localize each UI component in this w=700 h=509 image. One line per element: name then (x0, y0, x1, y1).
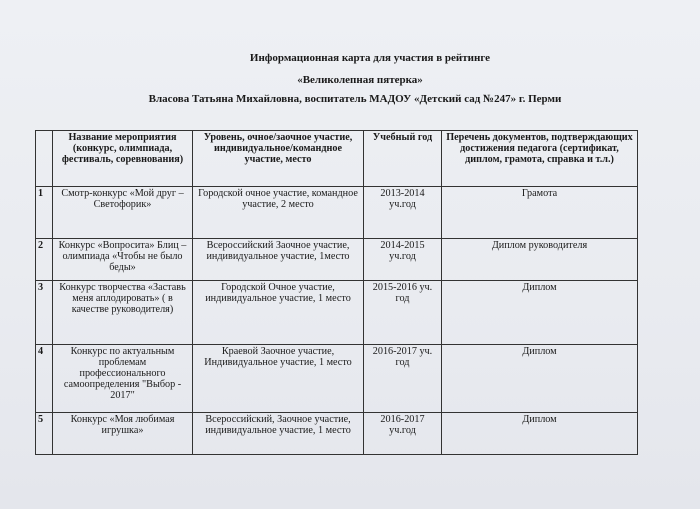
header-documents: Перечень документов, подтверждающих достижения педагога (сертификат, диплом, грамота, справка и т.л.) (442, 131, 638, 187)
row-number: 1 (36, 187, 53, 239)
event-cell: Конкурс по актуальным проблемам профессионального самоопределения "Выбор - 2017" (53, 345, 193, 413)
event-cell: Смотр-конкурс «Мой друг –Светофорик» (53, 187, 193, 239)
row-number: 3 (36, 281, 53, 345)
table-row (36, 281, 638, 345)
table-header-row (36, 131, 638, 187)
table-row (36, 187, 638, 239)
achievements-table (35, 130, 638, 455)
row-number: 4 (36, 345, 53, 413)
documents-cell: Диплом (442, 345, 638, 413)
header-event: Название мероприятия (конкурс, олимпиада, фестиваль, соревнования) (53, 131, 193, 187)
event-cell: Конкурс «Вопросита» Блиц – олимпиада «Чтобы не было беды» (53, 239, 193, 281)
header-number (36, 131, 53, 187)
row-number: 2 (36, 239, 53, 281)
documents-cell: Грамота (442, 187, 638, 239)
level-cell: Городской Очное участие, индивидуальное участие, 1 место (193, 281, 364, 345)
level-cell: Краевой Заочное участие, Индивидуальное участие, 1 место (193, 345, 364, 413)
row-number: 5 (36, 413, 53, 455)
documents-cell: Диплом (442, 281, 638, 345)
document-title: Информационная карта для участия в рейтинге (249, 52, 491, 64)
event-cell: Конкурс «Моя любимая игрушка» (53, 413, 193, 455)
documents-cell: Диплом (442, 413, 638, 455)
year-cell: 2016-2017 уч. год (364, 345, 442, 413)
documents-cell: Диплом руководителя (442, 239, 638, 281)
header-level: Уровень, очное/заочное участие, индивидуальное/командное участие, место (193, 131, 364, 187)
year-cell: 2016-2017 уч.год (364, 413, 442, 455)
level-cell: Всероссийский Заочное участие, индивидуальное участие, 1место (193, 239, 364, 281)
year-cell: 2014-2015 уч.год (364, 239, 442, 281)
participant-info: Власова Татьяна Михайловна, воспитатель МАДОУ «Детский сад №247» г. Перми (148, 93, 562, 105)
year-cell: 2015-2016 уч. год (364, 281, 442, 345)
table-row (36, 239, 638, 281)
table-row (36, 413, 638, 455)
table-row (36, 345, 638, 413)
header-year: Учебный год (364, 131, 442, 187)
rating-name: «Великолепная пятерка» (297, 74, 423, 86)
year-cell: 2013-2014 уч.год (364, 187, 442, 239)
level-cell: Всероссийский, Заочное участие, индивидуальное участие, 1 место (193, 413, 364, 455)
event-cell: Конкурс творчества «Заставь меня аплодировать» ( в качестве руководителя) (53, 281, 193, 345)
level-cell: Городской очное участие, командное участие, 2 место (193, 187, 364, 239)
